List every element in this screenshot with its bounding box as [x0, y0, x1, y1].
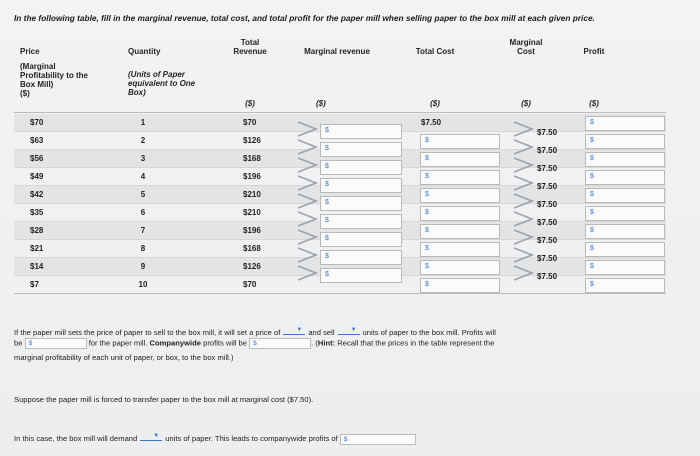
quantity-cell: 4	[140, 172, 146, 181]
chevron-right-icon	[296, 156, 318, 174]
profit-input[interactable]: $	[585, 206, 665, 221]
total-cost-header	[405, 47, 465, 108]
quantity-cell: 7	[140, 226, 146, 235]
chevron-right-icon	[296, 264, 318, 282]
total-revenue-cell: $126	[243, 262, 261, 271]
chevron-right-icon	[512, 120, 534, 138]
price-cell: $42	[30, 190, 44, 199]
marginal-revenue-input[interactable]: $	[320, 124, 402, 139]
chevron-right-icon	[512, 228, 534, 246]
profit-input[interactable]: $	[585, 188, 665, 203]
question-text: units of paper to the box mill. Profits will	[362, 328, 496, 337]
chevron-down-icon: ▼	[350, 327, 357, 333]
chevron-right-icon	[296, 210, 318, 228]
chevron-right-icon	[296, 174, 318, 192]
price-header-line: Profitability to the	[20, 71, 88, 80]
chevron-right-icon	[296, 246, 318, 264]
total-revenue-header-unit: ($)	[245, 99, 255, 108]
total-cost-input[interactable]: $	[420, 278, 500, 293]
price-header	[20, 47, 88, 98]
chevron-down-icon: ▼	[153, 433, 160, 439]
total-cost-input[interactable]: $	[420, 188, 500, 203]
profit-input[interactable]: $	[585, 242, 665, 257]
price-cell: $28	[30, 226, 44, 235]
price-cell: $70	[30, 118, 44, 127]
marginal-cost-value: $7.50	[537, 218, 558, 227]
profit-header	[572, 47, 616, 108]
question-text: If the paper mill sets the price of paper to sell to the box mill, it will set a price of	[14, 328, 281, 337]
total-cost-input[interactable]: $	[420, 170, 500, 185]
quantity-header-line: equivalent to One	[128, 79, 196, 88]
profit-header-title: Profit	[583, 47, 605, 56]
marginal-cost-value: $7.50	[537, 164, 558, 173]
chevron-right-icon	[296, 120, 318, 138]
total-revenue-cell: $196	[243, 226, 261, 235]
question-text: be	[14, 338, 23, 348]
total-cost-header-title: Total Cost	[415, 47, 455, 56]
marginal-revenue-input[interactable]: $	[320, 178, 402, 193]
marginal-revenue-input[interactable]: $	[320, 214, 402, 229]
marginal-cost-header	[498, 38, 554, 108]
price-header-unit: ($)	[20, 89, 30, 98]
instruction-text: In the following table, fill in the marginal revenue, total cost, and total profit for the paper mill when selling paper to the box mill at each given price.	[14, 13, 595, 23]
total-cost-header-unit: ($)	[430, 99, 440, 108]
quantity-header-line: (Units of Paper	[128, 70, 185, 79]
total-cost-input[interactable]: $	[420, 206, 500, 221]
marginal-revenue-header-title: Marginal revenue	[304, 47, 370, 56]
profit-input[interactable]: $	[585, 224, 665, 239]
question-text: units of paper. This leads to companywide profits of	[165, 434, 338, 443]
total-cost-input[interactable]: $	[420, 224, 500, 239]
marginal-revenue-header-unit: ($)	[316, 99, 326, 108]
price-cell: $14	[30, 262, 44, 271]
chevron-right-icon	[512, 192, 534, 210]
companywide-profit-marginal-cost-input[interactable]: $	[340, 434, 416, 445]
paper-mill-profit-input[interactable]: $	[25, 338, 87, 349]
chevron-right-icon	[296, 228, 318, 246]
total-cost-input[interactable]: $	[420, 134, 500, 149]
marginal-revenue-input[interactable]: $	[320, 196, 402, 211]
marginal-cost-value: $7.50	[537, 146, 558, 155]
marginal-cost-value: $7.50	[537, 254, 558, 263]
price-cell: $49	[30, 172, 44, 181]
quantity-cell: 3	[140, 154, 146, 163]
total-cost-input[interactable]: $	[420, 260, 500, 275]
marginal-cost-value: $7.50	[537, 200, 558, 209]
question-line	[14, 353, 234, 363]
quantity-cell: 6	[140, 208, 146, 217]
price-header-line: (Marginal	[20, 62, 56, 71]
price-cell: $35	[30, 208, 44, 217]
quantity-dropdown[interactable]	[338, 325, 360, 335]
question-text-bold: Companywide	[149, 338, 201, 348]
quantity-header-line: Box)	[128, 88, 146, 97]
total-revenue-cell: $126	[243, 136, 261, 145]
marginal-cost-value: $7.50	[537, 128, 558, 137]
price-cell: $21	[30, 244, 44, 253]
question-text: In this case, the box mill will demand	[14, 434, 138, 443]
chevron-right-icon	[512, 246, 534, 264]
header-divider	[14, 112, 666, 113]
total-revenue-cell: $196	[243, 172, 261, 181]
total-revenue-cell: $70	[243, 118, 257, 127]
chevron-down-icon: ▼	[296, 327, 303, 333]
total-revenue-cell: $168	[243, 244, 261, 253]
marginal-revenue-input[interactable]: $	[320, 232, 402, 247]
total-cost-input[interactable]: $	[420, 152, 500, 167]
quantity-cell: 2	[140, 136, 146, 145]
hint-text: Recall that the prices in the table represent the	[337, 338, 495, 348]
question-text: for the paper mill.	[88, 338, 148, 348]
question-text: and sell	[308, 328, 335, 337]
total-revenue-cell: $210	[243, 208, 261, 217]
table-bottom-border	[14, 293, 666, 294]
chevron-right-icon	[512, 264, 534, 282]
marginal-revenue-input[interactable]: $	[320, 160, 402, 175]
chevron-right-icon	[512, 138, 534, 156]
profit-input[interactable]: $	[585, 152, 665, 167]
total-revenue-header	[228, 38, 272, 108]
chevron-right-icon	[296, 192, 318, 210]
quantity-cell: 9	[140, 262, 146, 271]
marginal-cost-header-unit: ($)	[521, 99, 531, 108]
profit-input[interactable]: $	[585, 134, 665, 149]
marginal-cost-header-line: Marginal	[509, 38, 543, 47]
quantity-header-title: Quantity	[128, 47, 161, 56]
question-text: . (	[311, 338, 318, 348]
profit-header-unit: ($)	[589, 99, 599, 108]
demand-dropdown[interactable]	[140, 431, 162, 441]
chevron-right-icon	[512, 174, 534, 192]
question-line	[14, 325, 496, 338]
marginal-revenue-input[interactable]: $	[320, 142, 402, 157]
total-revenue-header-line: Total	[240, 38, 260, 47]
price-cell: $63	[30, 136, 44, 145]
price-cell: $56	[30, 154, 44, 163]
marginal-cost-value: $7.50	[537, 236, 558, 245]
total-revenue-header-line: Revenue	[233, 47, 267, 56]
hint-label: Hint:	[317, 338, 336, 348]
profit-input[interactable]: $	[585, 170, 665, 185]
question-marginal-cost-transfer: Suppose the paper mill is forced to transfer paper to the box mill at marginal cost ($7.50).	[14, 395, 314, 404]
quantity-cell: 5	[140, 190, 146, 199]
profit-input[interactable]: $	[585, 278, 665, 293]
total-cost-cell: $7.50	[421, 118, 442, 127]
hint-text: marginal profitability of each unit of paper, or box, to the box mill.)	[14, 353, 234, 362]
chevron-right-icon	[512, 156, 534, 174]
question-line	[14, 338, 494, 349]
marginal-revenue-input[interactable]: $	[320, 268, 402, 283]
companywide-profit-input[interactable]: $	[249, 338, 311, 349]
quantity-header	[128, 47, 195, 97]
marginal-cost-value: $7.50	[537, 182, 558, 191]
chevron-right-icon	[296, 138, 318, 156]
profit-input[interactable]: $	[585, 116, 665, 131]
price-cell: $7	[30, 280, 39, 289]
marginal-revenue-header	[292, 47, 382, 108]
marginal-revenue-input[interactable]: $	[320, 250, 402, 265]
profit-input[interactable]: $	[585, 260, 665, 275]
total-cost-input[interactable]: $	[420, 242, 500, 257]
question-text: profits will be	[203, 338, 247, 348]
quantity-cell: 1	[140, 118, 146, 127]
marginal-cost-value: $7.50	[537, 272, 558, 281]
price-header-title: Price	[20, 47, 40, 56]
question-demand	[14, 431, 416, 445]
quantity-cell: 10	[138, 280, 148, 289]
price-dropdown[interactable]	[283, 325, 305, 335]
quantity-cell: 8	[140, 244, 146, 253]
chevron-right-icon	[512, 210, 534, 228]
total-revenue-cell: $168	[243, 154, 261, 163]
marginal-cost-header-line: Cost	[517, 47, 535, 56]
total-revenue-cell: $210	[243, 190, 261, 199]
total-revenue-cell: $70	[243, 280, 257, 289]
price-header-line: Box Mill)	[20, 80, 54, 89]
